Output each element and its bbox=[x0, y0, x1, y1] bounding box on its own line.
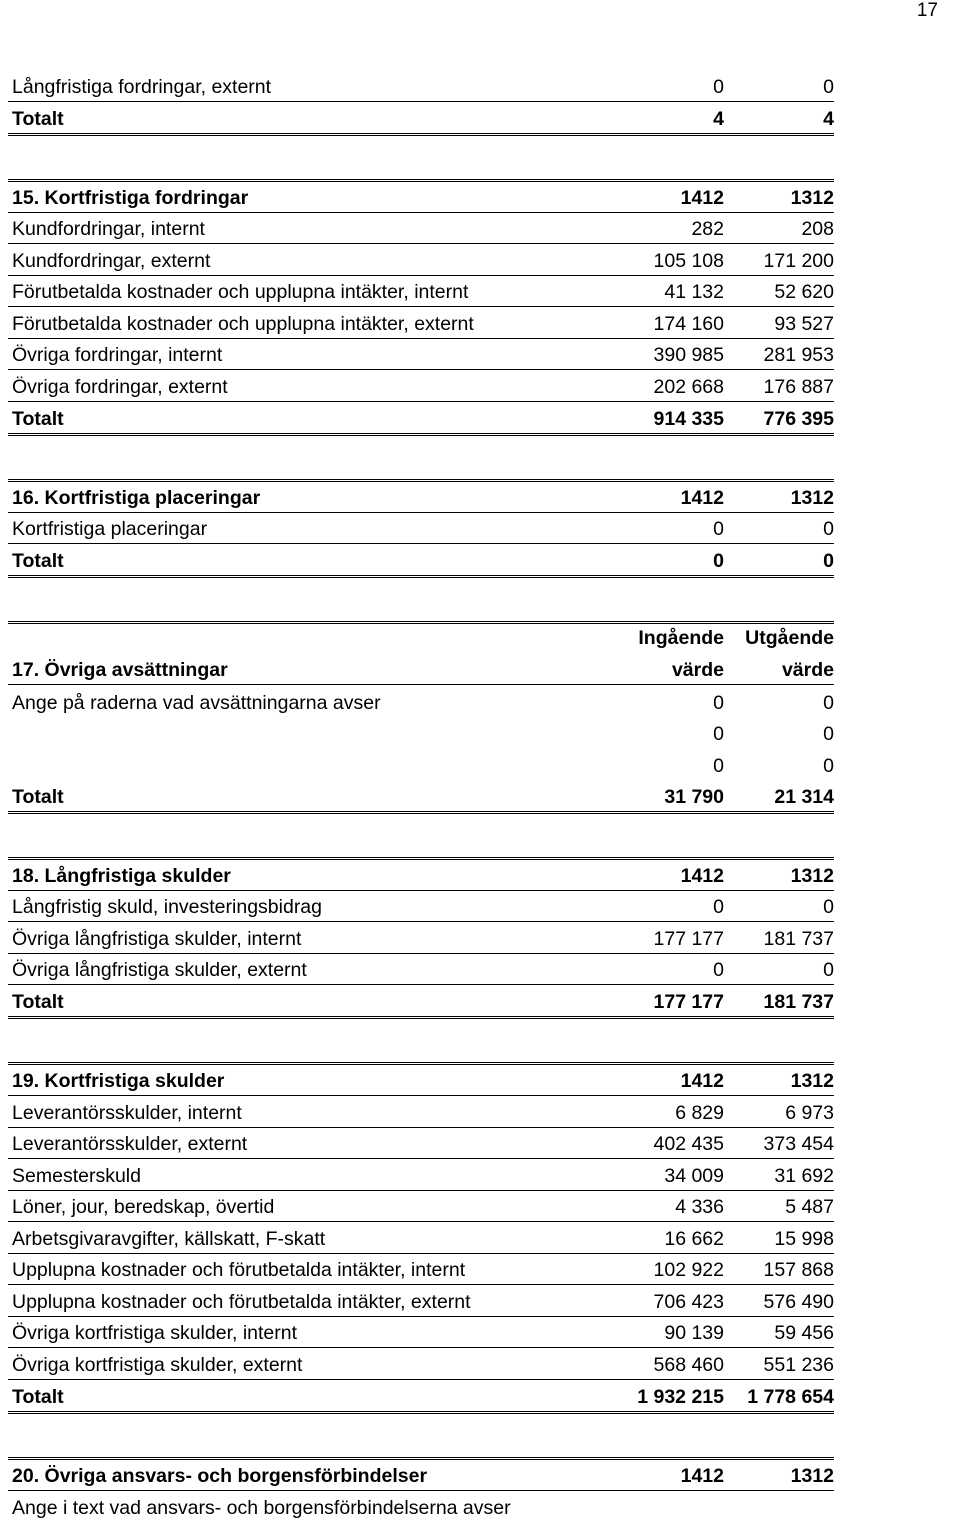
table-row bbox=[8, 954, 834, 986]
value-1412: 0 bbox=[713, 959, 724, 981]
note-title: 19. Kortfristiga skulder bbox=[12, 1070, 225, 1092]
total-row bbox=[8, 985, 834, 1019]
value-1412: 105 108 bbox=[653, 249, 724, 272]
row-label: Långfristiga fordringar, externt bbox=[12, 75, 272, 98]
total-row bbox=[8, 402, 834, 436]
note-title: 17. Övriga avsättningar bbox=[12, 659, 228, 681]
row-label: Löner, jour, beredskap, övertid bbox=[12, 1196, 275, 1218]
note-16-header bbox=[8, 479, 834, 513]
total-1412: 914 335 bbox=[653, 407, 724, 430]
column-line-1: Utgående bbox=[745, 627, 834, 649]
row-label: Övriga långfristiga skulder, externt bbox=[12, 959, 307, 981]
table-row bbox=[8, 370, 834, 402]
total-1412: 177 177 bbox=[653, 991, 724, 1013]
column-1312: 1312 bbox=[790, 864, 834, 887]
note-15-header bbox=[8, 179, 834, 213]
value-closing: 0 bbox=[823, 754, 834, 777]
column-closing-value bbox=[724, 627, 834, 681]
table-row bbox=[8, 1159, 834, 1191]
table-row bbox=[8, 922, 834, 954]
value-1312: 31 692 bbox=[774, 1164, 834, 1187]
table-row bbox=[8, 1128, 834, 1160]
row-label: Arbetsgivaravgifter, källskatt, F-skatt bbox=[12, 1227, 326, 1250]
total-closing: 21 314 bbox=[774, 785, 834, 808]
value-1312: 208 bbox=[801, 218, 834, 240]
note-title: 16. Kortfristiga placeringar bbox=[12, 486, 261, 509]
row-label: Kundfordringar, externt bbox=[12, 249, 211, 272]
row-label: Upplupna kostnader och förutbetalda intäkter, externt bbox=[12, 1290, 471, 1313]
table-row bbox=[8, 891, 834, 923]
value-1312: 281 953 bbox=[763, 344, 834, 366]
value-1412: 90 139 bbox=[664, 1322, 724, 1344]
value-1312: 176 887 bbox=[763, 375, 834, 398]
column-1412: 1412 bbox=[680, 186, 724, 209]
table-row bbox=[8, 213, 834, 245]
value-1312: 373 454 bbox=[763, 1133, 834, 1155]
value-1412: 0 bbox=[713, 896, 724, 918]
value-closing: 0 bbox=[823, 691, 834, 714]
table-row bbox=[8, 1317, 834, 1349]
value-1412: 390 985 bbox=[653, 344, 724, 366]
row-label: Ange i text vad ansvars- och borgensförbindelserna avser bbox=[12, 1497, 511, 1519]
value-opening: 0 bbox=[713, 754, 724, 777]
total-label: Totalt bbox=[12, 107, 64, 130]
total-1312: 1 778 654 bbox=[747, 1385, 834, 1408]
column-line-2: värde bbox=[781, 659, 834, 681]
value-1312: 0 bbox=[823, 896, 834, 918]
column-1412: 1412 bbox=[680, 1464, 724, 1487]
value-1312: 6 973 bbox=[785, 1101, 834, 1124]
page-number: 17 bbox=[916, 0, 938, 21]
row-label: Övriga kortfristiga skulder, externt bbox=[12, 1353, 303, 1376]
table-row bbox=[8, 1348, 834, 1380]
total-label: Totalt bbox=[12, 407, 64, 430]
note-20-header bbox=[8, 1457, 834, 1491]
note-title: 20. Övriga ansvars- och borgensförbindelser bbox=[12, 1464, 428, 1487]
table-row bbox=[8, 1191, 834, 1223]
value-1412: 6 829 bbox=[675, 1101, 724, 1124]
column-line-1: Ingående bbox=[638, 627, 724, 649]
column-1312: 1312 bbox=[790, 1464, 834, 1487]
table-row bbox=[8, 717, 834, 749]
row-label: Leverantörsskulder, internt bbox=[12, 1101, 242, 1124]
value-1412: 174 160 bbox=[653, 312, 724, 335]
value-1312: 59 456 bbox=[774, 1322, 834, 1344]
total-1312: 4 bbox=[823, 107, 834, 130]
note-title: 18. Långfristiga skulder bbox=[12, 864, 231, 887]
value-1312: 157 868 bbox=[763, 1259, 834, 1281]
value-1412: 102 922 bbox=[653, 1259, 724, 1281]
total-label: Totalt bbox=[12, 785, 64, 808]
value-1312: 0 bbox=[823, 959, 834, 981]
value-1412: 202 668 bbox=[653, 375, 724, 398]
total-row bbox=[8, 102, 834, 136]
total-opening: 31 790 bbox=[664, 785, 724, 808]
table-row bbox=[8, 307, 834, 339]
row-label: Ange på raderna vad avsättningarna avser bbox=[12, 691, 381, 714]
total-row bbox=[8, 780, 834, 814]
row-label: Kundfordringar, internt bbox=[12, 218, 205, 240]
total-label: Totalt bbox=[12, 550, 64, 572]
table-row bbox=[8, 1285, 834, 1317]
value-opening: 0 bbox=[713, 691, 724, 714]
value-1312: 52 620 bbox=[774, 281, 834, 303]
total-1412: 0 bbox=[713, 550, 724, 572]
value-1412: 282 bbox=[691, 218, 724, 240]
column-1412: 1412 bbox=[680, 864, 724, 887]
table-row bbox=[8, 1222, 834, 1254]
table-row bbox=[8, 513, 834, 545]
value-1312: 5 487 bbox=[785, 1196, 834, 1218]
column-1312: 1312 bbox=[790, 486, 834, 509]
column-opening-value bbox=[614, 627, 724, 681]
column-line-2: värde bbox=[671, 659, 724, 681]
value-1412: 0 bbox=[713, 518, 724, 540]
value-1412: 177 177 bbox=[653, 927, 724, 950]
table-row bbox=[8, 1254, 834, 1286]
column-1312: 1312 bbox=[790, 186, 834, 209]
note-17-header bbox=[8, 621, 834, 685]
row-label: Övriga fordringar, externt bbox=[12, 375, 228, 398]
total-row bbox=[8, 544, 834, 578]
column-1412: 1412 bbox=[680, 486, 724, 509]
table-row bbox=[8, 244, 834, 276]
value-1312: 171 200 bbox=[763, 249, 834, 272]
total-label: Totalt bbox=[12, 991, 64, 1013]
row-label: Leverantörsskulder, externt bbox=[12, 1133, 248, 1155]
value-1412: 706 423 bbox=[653, 1290, 724, 1313]
value-1412: 4 336 bbox=[675, 1196, 724, 1218]
value-1312: 181 737 bbox=[763, 927, 834, 950]
row-label: Kortfristiga placeringar bbox=[12, 518, 208, 540]
table-row bbox=[8, 748, 834, 780]
row-label: Förutbetalda kostnader och upplupna intäkter, externt bbox=[12, 312, 474, 335]
table-row bbox=[8, 1096, 834, 1128]
value-1312: 93 527 bbox=[774, 312, 834, 335]
total-1312: 181 737 bbox=[763, 991, 834, 1013]
note-18-header bbox=[8, 857, 834, 891]
row-label: Övriga kortfristiga skulder, internt bbox=[12, 1322, 298, 1344]
value-opening: 0 bbox=[713, 723, 724, 745]
value-1312: 0 bbox=[823, 518, 834, 540]
value-1412: 402 435 bbox=[653, 1133, 724, 1155]
total-1312: 776 395 bbox=[763, 407, 834, 430]
total-row bbox=[8, 1380, 834, 1414]
column-1312: 1312 bbox=[790, 1070, 834, 1092]
row-label: Semesterskuld bbox=[12, 1164, 141, 1187]
notes-document bbox=[8, 70, 834, 1522]
table-row bbox=[8, 276, 834, 308]
row-label: Övriga fordringar, internt bbox=[12, 344, 223, 366]
total-1312: 0 bbox=[823, 550, 834, 572]
table-row bbox=[8, 70, 834, 102]
total-1412: 1 932 215 bbox=[637, 1385, 724, 1408]
column-1412: 1412 bbox=[680, 1070, 724, 1092]
value-1312: 576 490 bbox=[763, 1290, 834, 1313]
value-1412: 16 662 bbox=[664, 1227, 724, 1250]
value-1312: 0 bbox=[823, 75, 834, 98]
row-label: Övriga långfristiga skulder, internt bbox=[12, 927, 302, 950]
total-1412: 4 bbox=[713, 107, 724, 130]
value-1412: 34 009 bbox=[664, 1164, 724, 1187]
table-row bbox=[8, 685, 834, 717]
value-1412: 41 132 bbox=[664, 281, 724, 303]
row-label: Långfristig skuld, investeringsbidrag bbox=[12, 896, 323, 918]
table-row bbox=[8, 339, 834, 371]
total-label: Totalt bbox=[12, 1385, 64, 1408]
value-1312: 15 998 bbox=[774, 1227, 834, 1250]
value-closing: 0 bbox=[823, 723, 834, 745]
note-19-header bbox=[8, 1062, 834, 1096]
value-1312: 551 236 bbox=[763, 1353, 834, 1376]
value-1412: 0 bbox=[713, 75, 724, 98]
value-1412: 568 460 bbox=[653, 1353, 724, 1376]
row-label: Upplupna kostnader och förutbetalda intäkter, internt bbox=[12, 1259, 466, 1281]
row-label: Förutbetalda kostnader och upplupna intäkter, internt bbox=[12, 281, 469, 303]
note-title: 15. Kortfristiga fordringar bbox=[12, 186, 249, 209]
table-row bbox=[8, 1491, 834, 1523]
